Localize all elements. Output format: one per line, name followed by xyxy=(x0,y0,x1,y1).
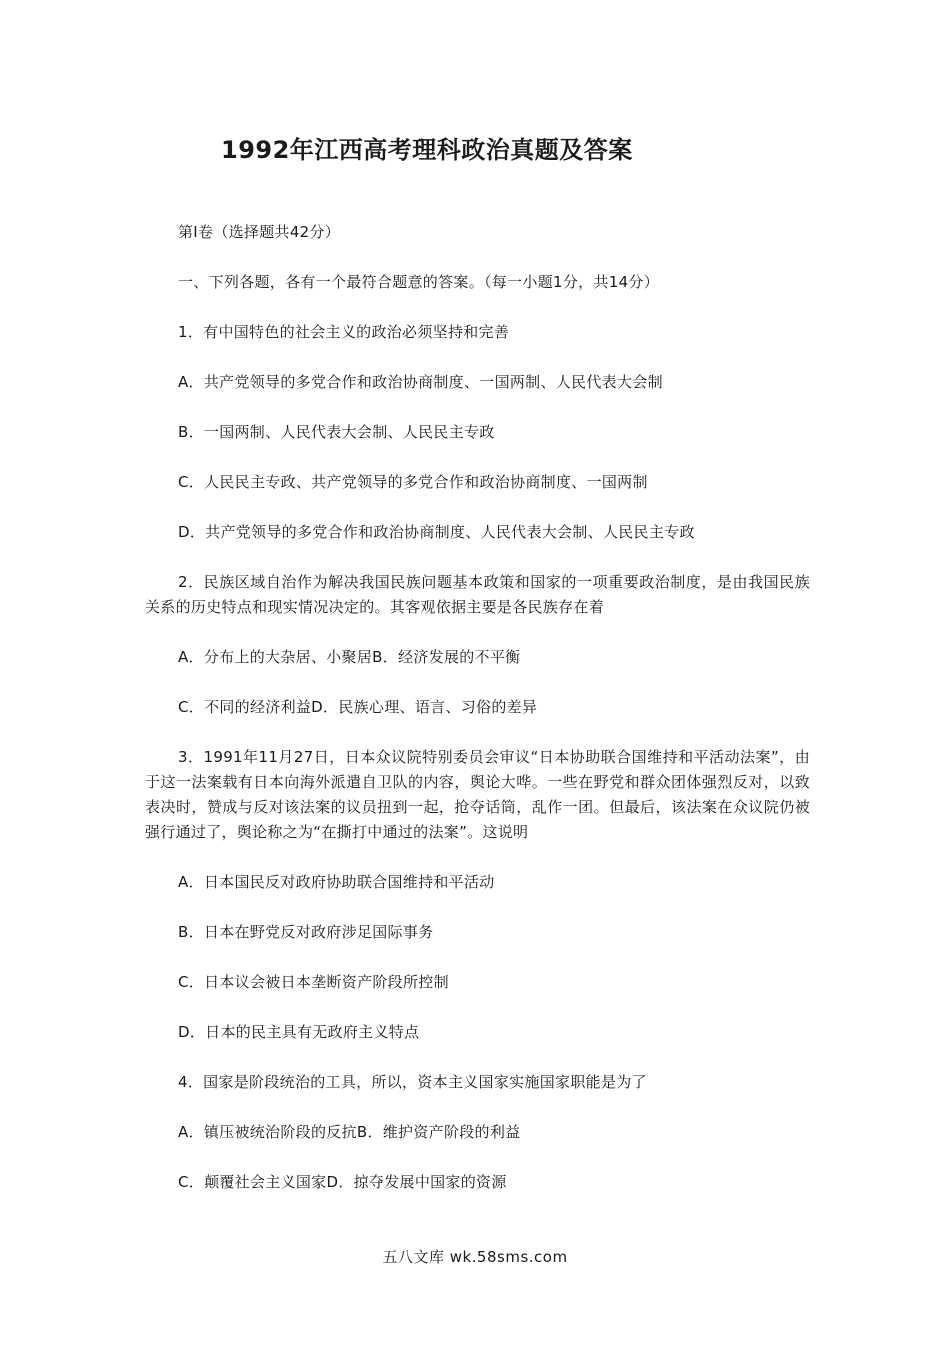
question-4-options-ab: A．镇压被统治阶段的反抗B．维护资产阶段的利益 xyxy=(178,1123,521,1141)
question-3-option-d: D．日本的民主具有无政府主义特点 xyxy=(178,1023,420,1041)
question-3-option-b: B．日本在野党反对政府涉足国际事务 xyxy=(178,923,434,941)
question-1-option-a: A．共产党领导的多党合作和政治协商制度、一国两制、人民代表大会制 xyxy=(178,373,663,391)
instruction-text: 一、下列各题，各有一个最符合题意的答案。（每一小题1分，共14分） xyxy=(178,273,660,291)
document-title: 1992年江西高考理科政治真题及答案 xyxy=(221,136,633,164)
question-1-option-d: D．共产党领导的多党合作和政治协商制度、人民代表大会制、人民民主专政 xyxy=(178,523,695,541)
question-3-option-a: A．日本国民反对政府协助联合国维持和平活动 xyxy=(178,873,495,891)
question-4-options-cd: C．颠覆社会主义国家D．掠夺发展中国家的资源 xyxy=(178,1173,507,1191)
question-3: 3．1991年11月27日，日本众议院特别委员会审议“日本协助联合国维持和平活动法案”，由于这一法案载有日本向海外派遣自卫队的内容，舆论大哗。一些在野党和群众团体强烈反对，以致表决时，赞成与反对该法案的议员扭到一起，抢夺话筒，乱作一团。但最后，该法案在众议院仍被强行通过了，舆论称之为“在撕打中通过的法案”。这说明 xyxy=(145,748,810,841)
question-2: 2．民族区域自治作为解决我国民族问题基本政策和国家的一项重要政治制度，是由我国民族关系的历史特点和现实情况决定的。其客观依据主要是各民族存在着 xyxy=(145,573,810,616)
question-2-options-ab: A．分布上的大杂居、小聚居B．经济发展的不平衡 xyxy=(178,648,521,666)
question-3-option-c: C．日本议会被日本垄断资产阶段所控制 xyxy=(178,973,449,991)
page-footer: 五八文库 wk.58sms.com xyxy=(382,1248,568,1266)
question-1-option-c: C．人民民主专政、共产党领导的多党合作和政治协商制度、一国两制 xyxy=(178,473,648,491)
document-body xyxy=(145,220,810,1220)
question-4: 4．国家是阶段统治的工具，所以，资本主义国家实施国家职能是为了 xyxy=(178,1073,647,1091)
question-2-options-cd: C．不同的经济利益D．民族心理、语言、习俗的差异 xyxy=(178,698,538,716)
section-heading: 第I卷（选择题共42分） xyxy=(178,223,341,241)
question-1-option-b: B．一国两制、人民代表大会制、人民民主专政 xyxy=(178,423,495,441)
question-1: 1．有中国特色的社会主义的政治必须坚持和完善 xyxy=(178,323,510,341)
